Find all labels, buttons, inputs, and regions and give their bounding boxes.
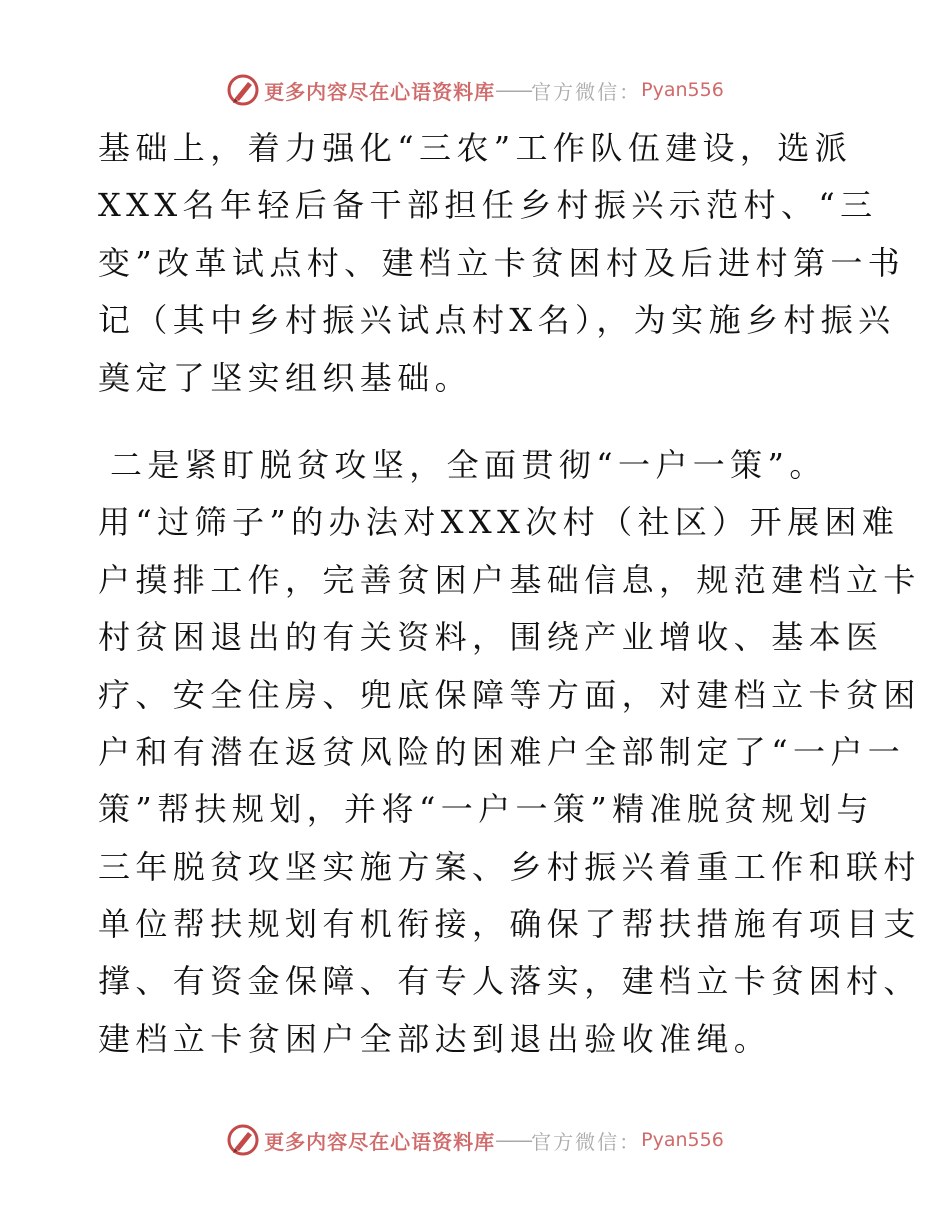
text-line: 记（其中乡村振兴试点村X名），为实施乡村振兴 [98, 301, 896, 340]
text-line: 三年脱贫攻坚实施方案、乡村振兴着重工作和联村 [98, 847, 921, 886]
watermark-dash: —— [495, 78, 532, 102]
header-watermark [0, 70, 950, 110]
footer-watermark [0, 1120, 950, 1160]
text-line: 奠定了坚实组织基础。 [98, 358, 473, 397]
text-line: XXX名年轻后备干部担任乡村振兴示范村、“三 [98, 186, 878, 225]
text-line: 户和有潜在返贫风险的困难户全部制定了“一户一 [98, 732, 906, 771]
text-line: 建档立卡贫困户全部达到退出验收准绳。 [98, 1019, 772, 1058]
text-line: 变”改革试点村、建档立卡贫困村及后进村第一书 [98, 243, 906, 282]
text-line: 策”帮扶规划，并将“一户一策”精准脱贫规划与 [98, 790, 874, 829]
watermark-wechat-id: Pyan556 [641, 1129, 724, 1151]
text-line: 村贫困退出的有关资料，围绕产业增收、基本医 [98, 618, 884, 657]
document-body [98, 120, 921, 1068]
text-line: 用“过筛子”的办法对XXX次村（社区）开展困难 [98, 503, 900, 542]
watermark-wechat-id: Pyan556 [641, 79, 724, 101]
paragraph-gap [98, 407, 858, 437]
watermark-title: 更多内容尽在心语资料库 [264, 79, 496, 104]
paragraph-2 [98, 494, 921, 1068]
text-line: 单位帮扶规划有机衔接，确保了帮扶措施有项目支 [98, 905, 921, 944]
text-line: 户摸排工作，完善贫困户基础信息，规范建档立卡 [98, 560, 921, 599]
pen-seal-icon [226, 1123, 260, 1157]
text-line: 基础上，着力强化“三农”工作队伍建设，选派 [98, 129, 853, 167]
watermark-wechat-label: 官方微信： [531, 1129, 642, 1154]
pen-seal-icon [226, 73, 260, 107]
text-line: 疗、安全住房、兜底保障等方面，对建档立卡贫困 [98, 675, 921, 714]
paragraph-1 [98, 120, 906, 407]
text-line: 撑、有资金保障、有专人落实，建档立卡贫困村、 [98, 962, 921, 1001]
watermark-dash: —— [495, 1128, 532, 1152]
watermark-title: 更多内容尽在心语资料库 [264, 1129, 496, 1154]
watermark-wechat-label: 官方微信： [531, 79, 642, 104]
section-heading: 二是紧盯脱贫攻坚，全面贯彻“一户一策”。 [110, 445, 827, 484]
